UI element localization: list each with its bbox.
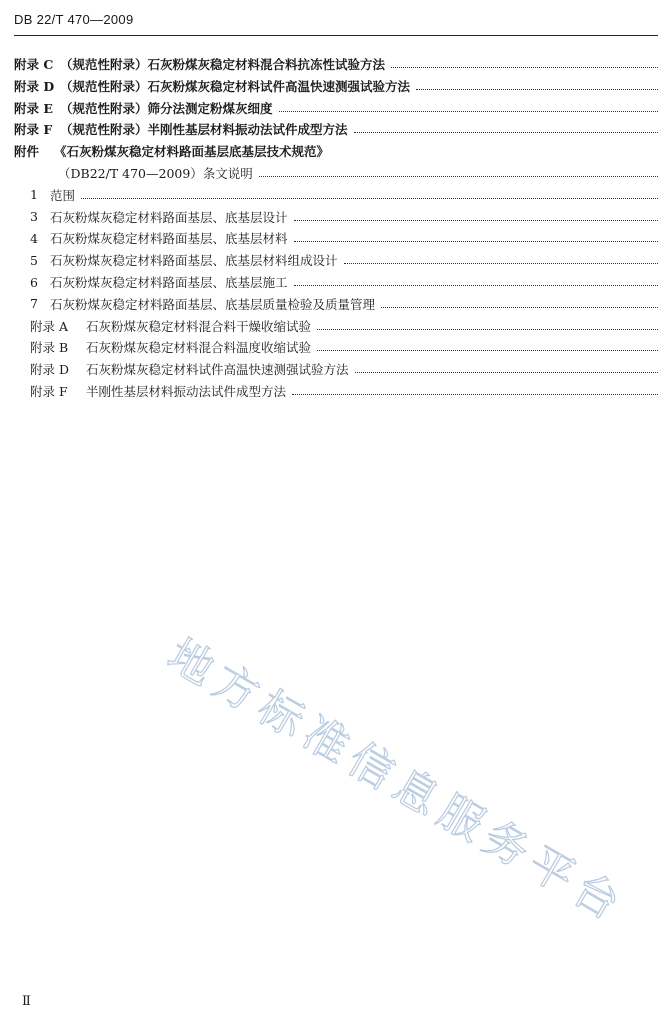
toc-entry-title: 石灰粉煤灰稳定材料试件高温快速测强试验方法	[86, 362, 349, 378]
toc-leader-dots	[294, 284, 658, 286]
toc-entry-title: 石灰粉煤灰稳定材料路面基层、底基层设计	[50, 209, 288, 225]
toc-entry-title: 石灰粉煤灰稳定材料路面基层、底基层材料组成设计	[50, 253, 338, 269]
toc-entry-title: （规范性附录）石灰粉煤灰稳定材料混合料抗冻性试验方法	[60, 57, 386, 72]
toc-entry-title: 石灰粉煤灰稳定材料路面基层、底基层质量检验及质量管理	[50, 296, 376, 312]
toc-entry-number: 附录 D	[30, 362, 69, 378]
toc-entry-title: （规范性附录）半刚性基层材料振动法试件成型方法	[60, 122, 348, 138]
toc-entry[interactable]	[0, 228, 672, 248]
toc-leader-dots	[317, 328, 658, 330]
toc-entry-number: 7	[30, 296, 38, 312]
toc-entry[interactable]	[0, 141, 672, 161]
toc-entry[interactable]	[0, 119, 672, 139]
toc-entry[interactable]	[0, 250, 672, 270]
toc-entry-title: 《石灰粉煤灰稳定材料路面基层底基层技术规范》	[54, 144, 330, 160]
toc-leader-dots	[416, 88, 658, 90]
toc-entry-number: 5	[30, 252, 38, 268]
toc-entry-number: 附录 B	[30, 340, 69, 356]
toc-entry-title: 石灰粉煤灰稳定材料路面基层、底基层施工	[50, 275, 288, 290]
toc-entry-number: 3	[30, 209, 38, 225]
header-divider	[14, 35, 658, 36]
toc-leader-dots	[279, 110, 658, 112]
toc-leader-dots	[81, 197, 658, 199]
toc-entry[interactable]	[0, 207, 672, 227]
toc-leader-dots	[292, 393, 658, 395]
toc-leader-dots	[317, 349, 658, 351]
toc-entry[interactable]	[0, 381, 672, 401]
toc-entry-number: 附录 C	[14, 57, 54, 72]
toc-entry-number: 1	[30, 187, 38, 203]
toc-entry-title: 石灰粉煤灰稳定材料混合料温度收缩试验	[86, 340, 312, 356]
page-number: Ⅱ	[22, 994, 31, 1009]
toc-entry[interactable]	[0, 359, 672, 379]
toc-entry[interactable]	[0, 163, 672, 183]
toc-entry-number: 附录 A	[30, 318, 69, 334]
toc-entry-number: 附录 D	[14, 78, 55, 94]
toc-leader-dots	[259, 175, 658, 177]
toc-entry-title: （DB22/T 470—2009）条文说明	[58, 166, 253, 181]
toc-entry[interactable]	[0, 337, 672, 357]
toc-entry-title: 半刚性基层材料振动法试件成型方法	[86, 384, 287, 399]
toc-leader-dots	[335, 154, 658, 155]
toc-entry-title: （规范性附录）筛分法测定粉煤灰细度	[60, 100, 273, 116]
toc-leader-dots	[354, 131, 658, 133]
toc-leader-dots	[355, 371, 658, 373]
toc-leader-dots	[391, 66, 658, 68]
toc-leader-dots	[294, 240, 658, 242]
toc-leader-dots	[294, 219, 658, 221]
toc-entry[interactable]	[0, 54, 672, 74]
toc-entry[interactable]	[0, 185, 672, 205]
toc-leader-dots	[344, 262, 658, 264]
toc-entry-title: （规范性附录）石灰粉煤灰稳定材料试件高温快速测强试验方法	[60, 78, 411, 94]
document-code: DB 22/T 470—2009	[14, 12, 134, 27]
toc-entry[interactable]	[0, 98, 672, 118]
toc-entry[interactable]	[0, 272, 672, 292]
toc-entry-number: 4	[30, 230, 38, 246]
toc-entry-title: 石灰粉煤灰稳定材料混合料干燥收缩试验	[86, 318, 312, 334]
toc-entry[interactable]	[0, 316, 672, 336]
toc-entry-number: 附录 F	[14, 122, 53, 138]
toc-entry[interactable]	[0, 76, 672, 96]
toc-entry-title: 石灰粉煤灰稳定材料路面基层、底基层材料	[50, 231, 288, 247]
toc-leader-dots	[381, 306, 658, 308]
toc-entry-number: 附录 F	[30, 384, 68, 399]
toc-entry-title: 范围	[50, 187, 76, 203]
toc-entry-number: 附件	[14, 144, 40, 160]
toc-entry-number: 6	[30, 274, 38, 290]
toc-entry[interactable]	[0, 294, 672, 314]
toc-entry-number: 附录 E	[14, 100, 53, 116]
watermark: 地方标准信息服务平台	[159, 629, 635, 934]
